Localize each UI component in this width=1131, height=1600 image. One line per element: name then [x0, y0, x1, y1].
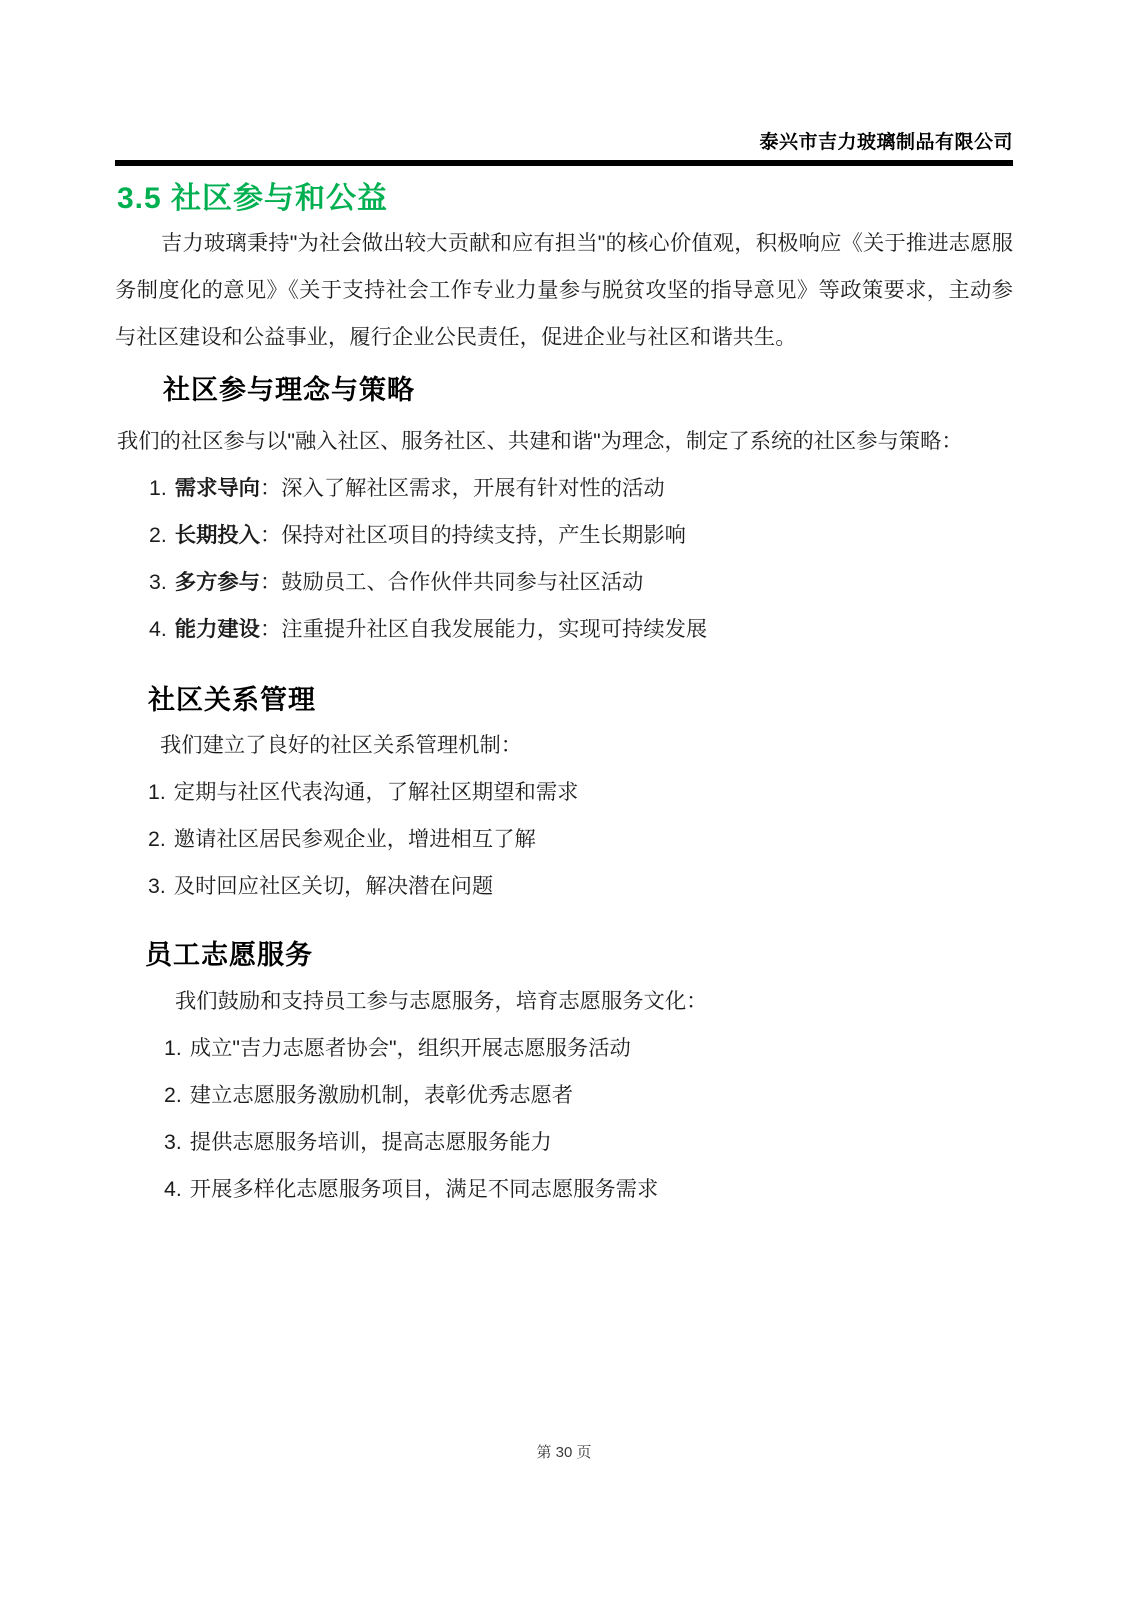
numbered-list — [115, 465, 1013, 653]
section-community-strategy — [115, 373, 1013, 653]
company-name: 泰兴市吉力玻璃制品有限公司 — [759, 132, 1013, 153]
item-number: 3. — [164, 1130, 182, 1154]
list-item — [148, 816, 1013, 863]
page-number: 第 30 页 — [536, 1444, 592, 1461]
list-item — [149, 512, 1013, 559]
section-employee-volunteering — [115, 938, 1013, 1213]
item-number: 2. — [148, 827, 166, 851]
item-number: 3. — [148, 874, 166, 898]
section-community-relations — [115, 683, 1013, 910]
item-number: 1. — [149, 476, 167, 500]
page-header — [115, 132, 1013, 154]
item-text: ：保持对社区项目的持续支持，产生长期影响 — [259, 523, 686, 547]
item-number: 2. — [149, 523, 167, 547]
item-text: 成立"吉力志愿者协会"，组织开展志愿服务活动 — [189, 1036, 631, 1060]
item-term: 能力建设 — [174, 617, 260, 641]
list-item — [148, 769, 1013, 816]
list-item — [164, 1166, 1013, 1213]
item-text: 定期与社区代表沟通，了解社区期望和需求 — [173, 780, 579, 804]
list-item — [164, 1025, 1013, 1072]
item-term: 多方参与 — [174, 570, 260, 594]
item-text: 开展多样化志愿服务项目，满足不同志愿服务需求 — [189, 1177, 659, 1201]
page-title: 3.5 社区参与和公益 — [117, 182, 389, 215]
subsection-heading-employee-volunteering: 员工志愿服务 — [145, 940, 313, 970]
item-term: 需求导向 — [174, 476, 260, 500]
list-item — [148, 863, 1013, 910]
subsection-intro: 我们的社区参与以"融入社区、服务社区、共建和谐"为理念，制定了系统的社区参与策略： — [117, 429, 963, 453]
item-number: 1. — [164, 1036, 182, 1060]
subsection-heading-community-strategy: 社区参与理念与策略 — [163, 375, 415, 405]
list-item — [149, 465, 1013, 512]
numbered-list — [115, 1025, 1013, 1213]
item-text: 及时回应社区关切，解决潜在问题 — [173, 874, 494, 898]
item-number: 2. — [164, 1083, 182, 1107]
page-footer — [115, 1444, 1013, 1462]
item-number: 4. — [149, 617, 167, 641]
numbered-list — [115, 769, 1013, 910]
header-rule — [115, 160, 1013, 166]
item-text: 邀请社区居民参观企业，增进相互了解 — [173, 827, 536, 851]
item-text: ：注重提升社区自我发展能力，实现可持续发展 — [259, 617, 708, 641]
item-text: ：深入了解社区需求，开展有针对性的活动 — [259, 476, 665, 500]
list-item — [149, 559, 1013, 606]
item-number: 4. — [164, 1177, 182, 1201]
subsection-intro: 我们鼓励和支持员工参与志愿服务，培育志愿服务文化： — [175, 989, 708, 1013]
intro-paragraph: 吉力玻璃秉持"为社会做出较大贡献和应有担当"的核心价值观，积极响应《关于推进志愿服务制度化的意见》《关于支持社会工作专业力量参与脱贫攻坚的指导意见》等政策要求，主动参与社区建设和公益事业，履行企业公民责任，促进企业与社区和谐共生。 — [115, 231, 1013, 349]
item-text: 提供志愿服务培训，提高志愿服务能力 — [189, 1130, 552, 1154]
item-term: 长期投入 — [174, 523, 260, 547]
item-text: 建立志愿服务激励机制，表彰优秀志愿者 — [189, 1083, 574, 1107]
list-item — [149, 606, 1013, 653]
subsection-intro: 我们建立了良好的社区关系管理机制： — [160, 733, 523, 757]
subsection-heading-community-relations: 社区关系管理 — [148, 685, 316, 715]
list-item — [164, 1119, 1013, 1166]
list-item — [164, 1072, 1013, 1119]
item-number: 3. — [149, 570, 167, 594]
item-number: 1. — [148, 780, 166, 804]
item-text: ：鼓励员工、合作伙伴共同参与社区活动 — [259, 570, 644, 594]
